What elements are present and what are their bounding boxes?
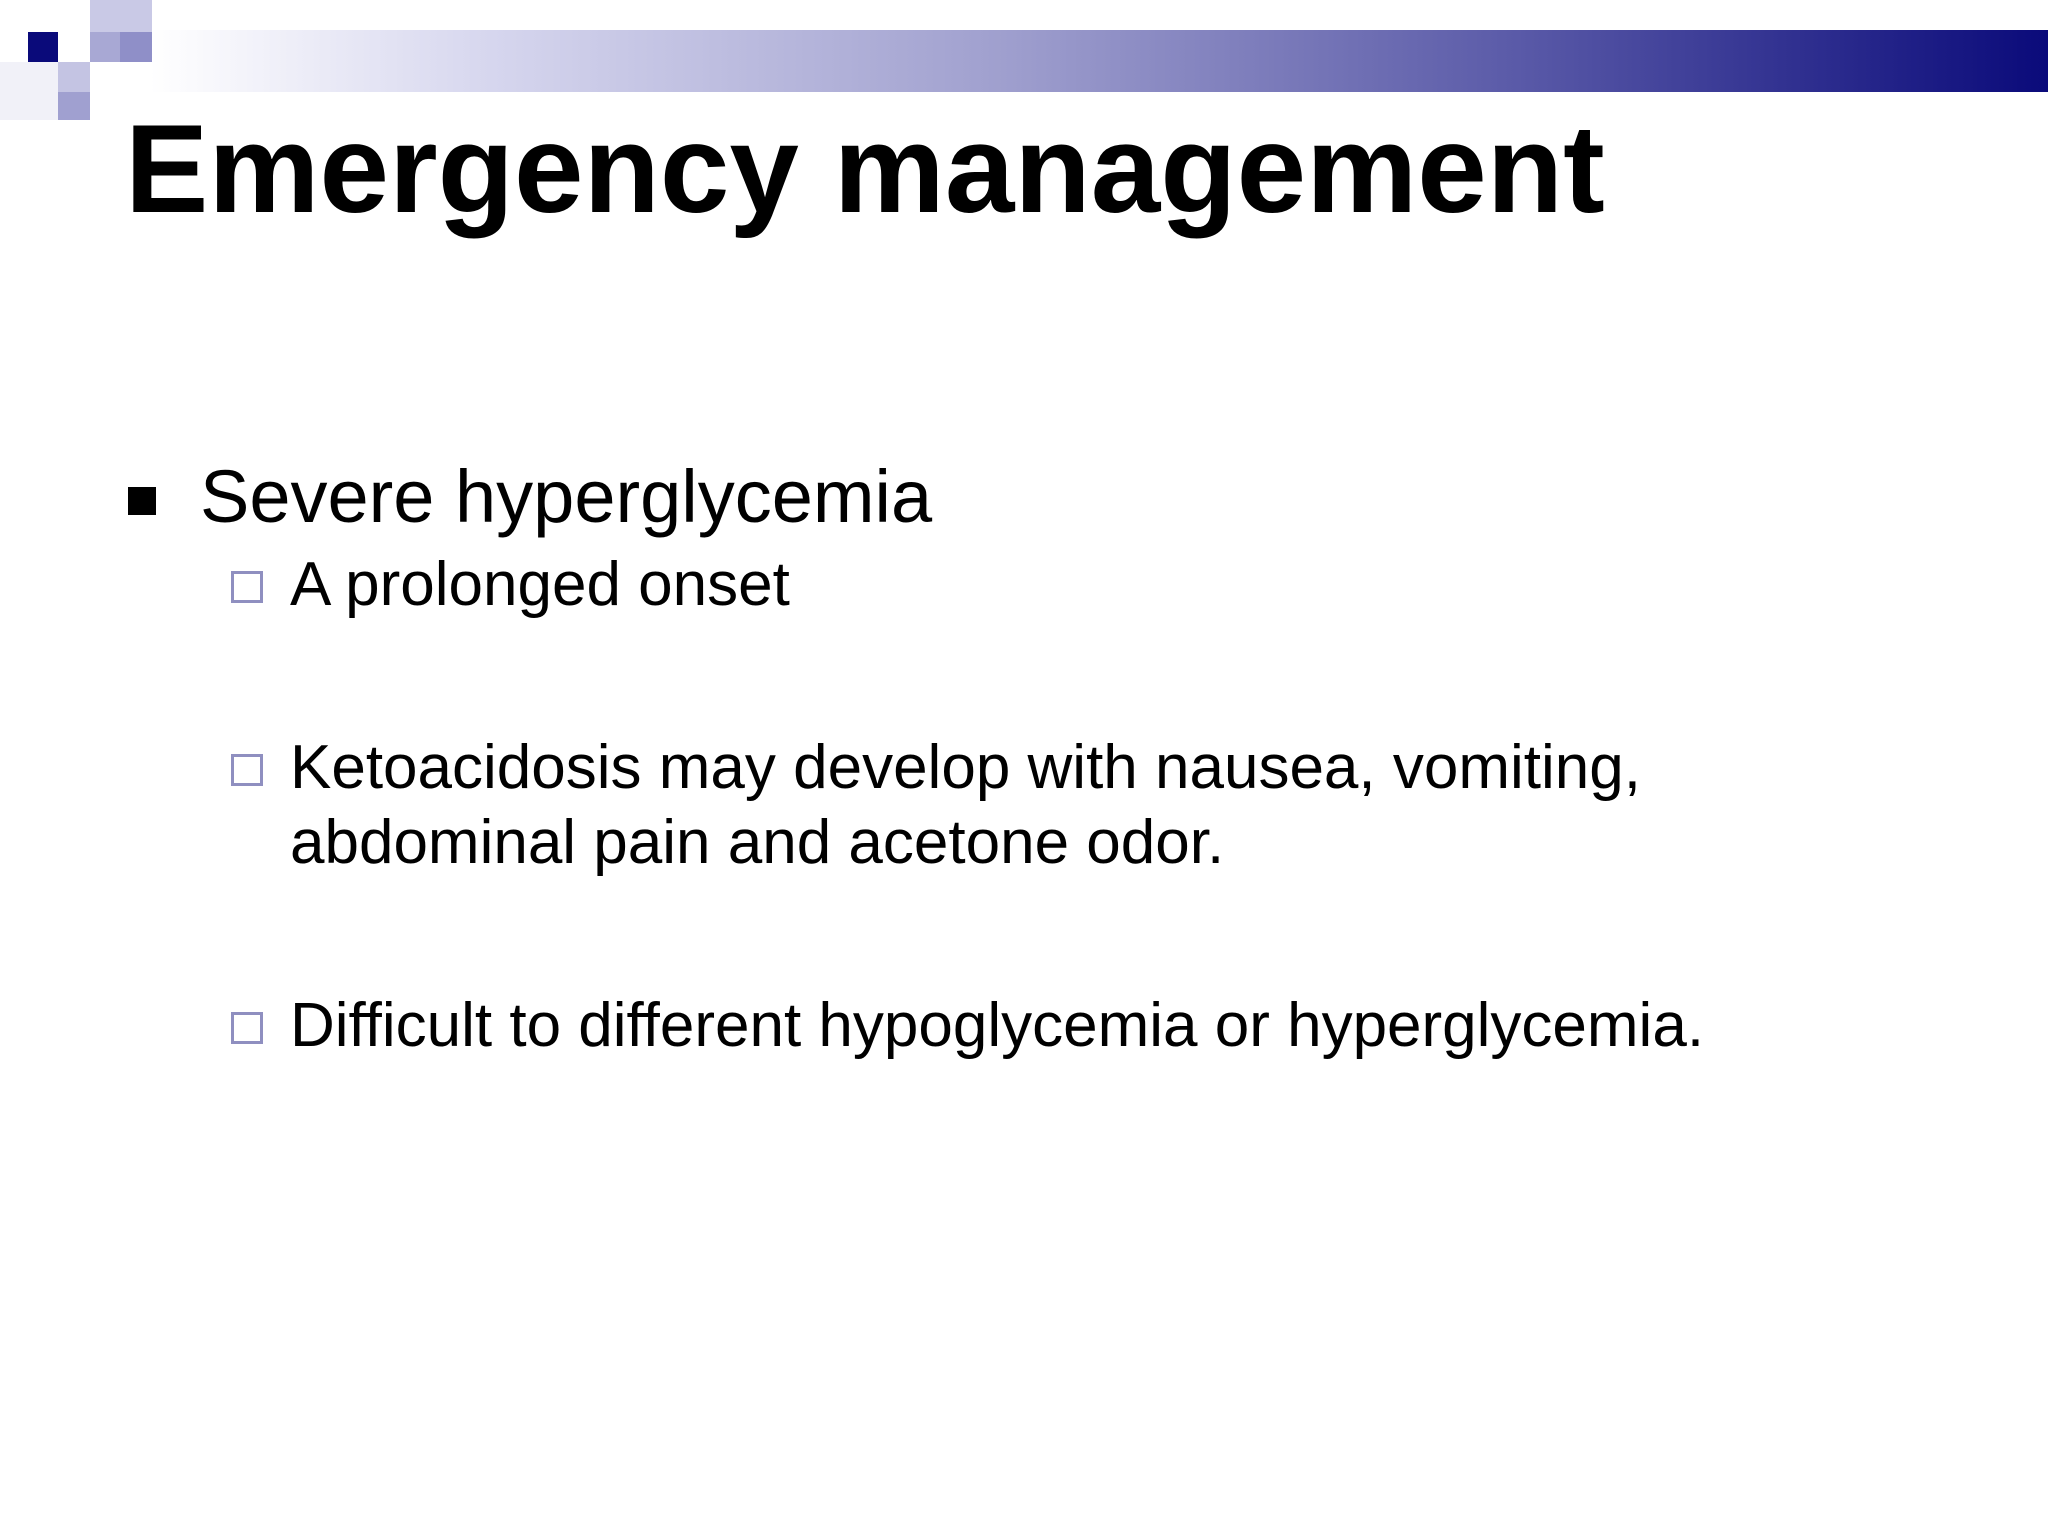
bullet-text: Severe hyperglycemia (200, 455, 933, 538)
sub-bullet-item (125, 988, 1925, 1063)
decor-square (120, 32, 152, 62)
sub-bullet-text: A prolonged onset (290, 550, 790, 619)
hollow-square-bullet-icon (231, 1012, 263, 1044)
hollow-square-bullet-icon (231, 754, 263, 786)
hollow-square-bullet-icon (231, 571, 263, 603)
header-gradient-bar (150, 30, 2048, 92)
sub-bullet-text: Difficult to different hypoglycemia or hyperglycemia. (290, 991, 1705, 1060)
decor-square (28, 32, 58, 62)
sub-bullet-text: Ketoacidosis may develop with nausea, vomiting, abdominal pain and acetone odor. (290, 733, 1641, 877)
decor-square (58, 92, 90, 120)
bullet-item (125, 455, 1925, 539)
square-bullet-icon (128, 487, 156, 515)
sub-bullet-item (125, 547, 1925, 622)
decor-square (0, 62, 58, 120)
decor-square (90, 0, 152, 32)
slide-body (125, 455, 1925, 1063)
slide-title: Emergency management (125, 100, 1605, 239)
sub-bullet-item (125, 730, 1925, 880)
decor-square (58, 62, 90, 92)
decor-square (90, 32, 120, 62)
